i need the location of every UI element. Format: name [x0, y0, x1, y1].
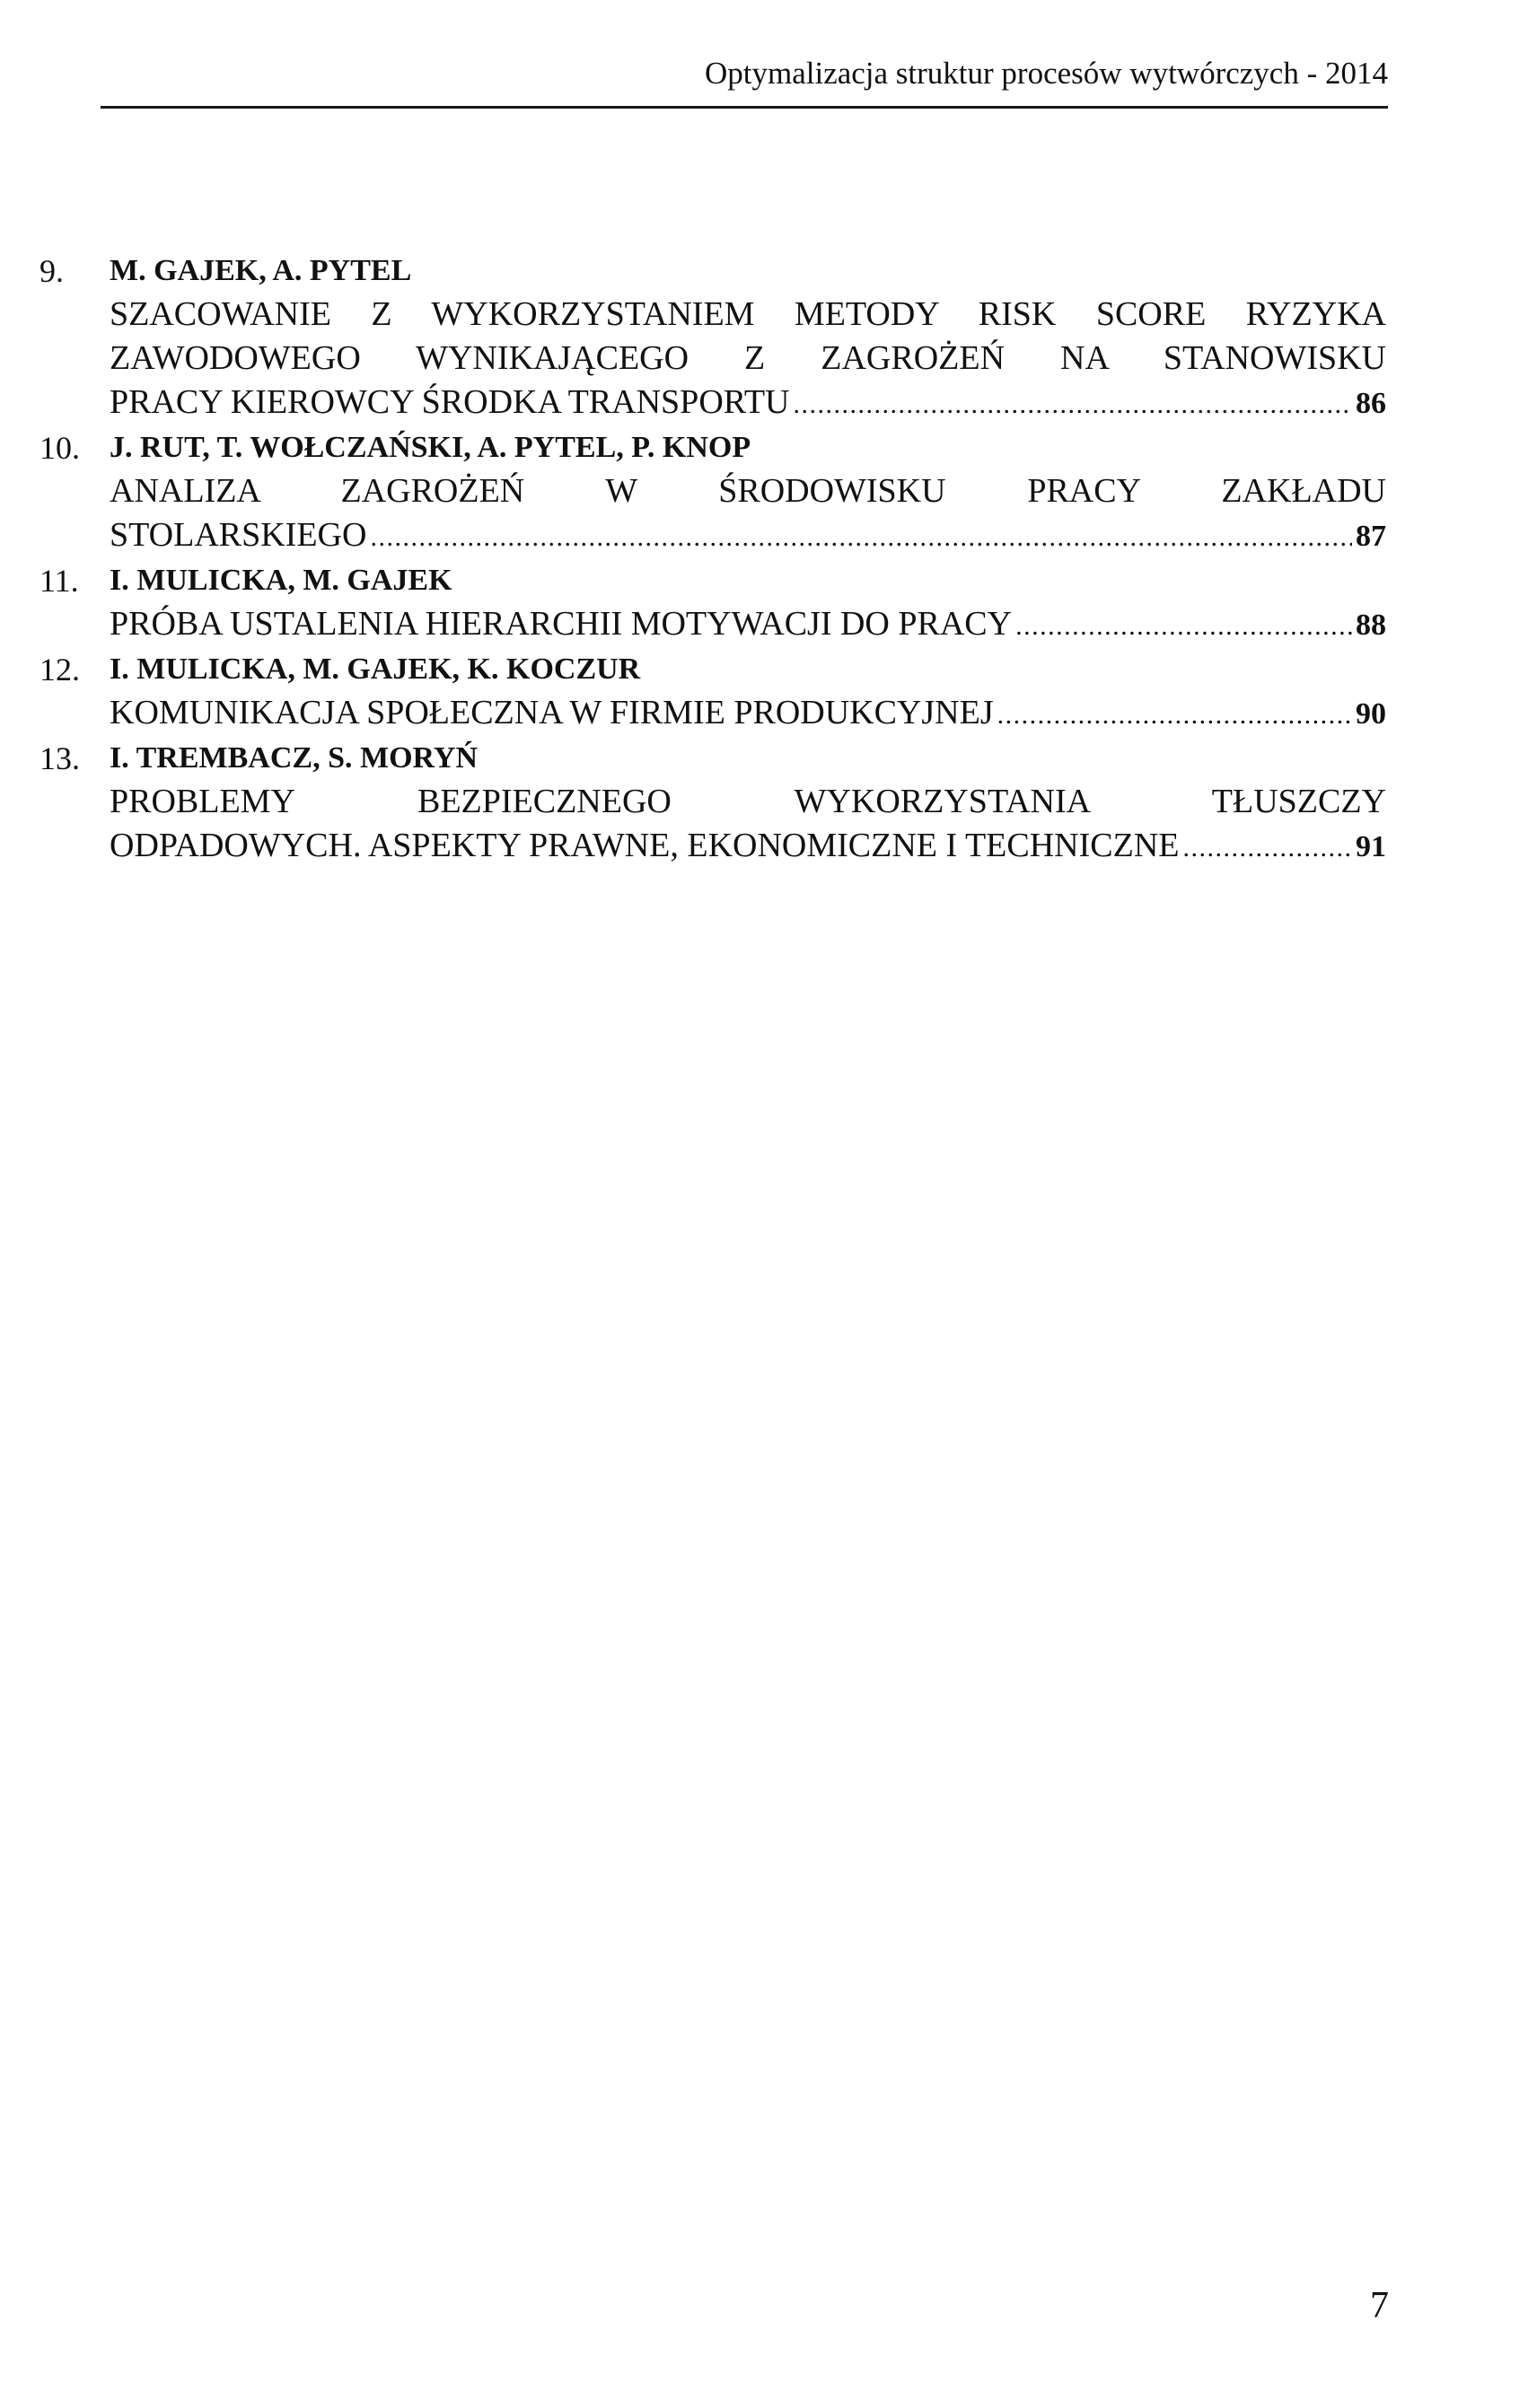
- entry-title-line: PRÓBA USTALENIA HIERARCHII MOTYWACJI DO PRACY: [110, 605, 1013, 643]
- toc-entry: [40, 648, 1386, 737]
- entry-authors: M. GAJEK, A. PYTEL: [110, 254, 412, 287]
- dot-leader: [1015, 604, 1352, 648]
- table-of-contents: [40, 250, 1386, 870]
- entry-body: [110, 559, 1386, 648]
- entry-title-line: PRACY KIEROWCY ŚRODKA TRANSPORTU: [110, 383, 790, 421]
- running-header-title: Optymalizacja struktur procesów wytwórczych - 2014: [704, 56, 1388, 91]
- dot-leader: [997, 693, 1352, 737]
- entry-title-line: ODPADOWYCH. ASPEKTY PRAWNE, EKONOMICZNE I TECHNICZNE: [110, 827, 1180, 864]
- entry-title-line: PROBLEMY BEZPIECZNEGO WYKORZYSTANIA TŁUSZCZY: [110, 783, 1386, 820]
- entry-title-last-line: [110, 824, 1386, 870]
- toc-entry: [40, 559, 1386, 648]
- entry-authors: I. MULICKA, M. GAJEK: [110, 564, 452, 597]
- header-rule: [101, 106, 1388, 109]
- entry-authors: I. MULICKA, M. GAJEK, K. KOCZUR: [110, 652, 641, 686]
- entry-page-ref: 86: [1356, 387, 1386, 420]
- entry-number: 9.: [40, 253, 64, 289]
- entry-body: [110, 426, 1386, 559]
- entry-number: 13.: [40, 740, 80, 776]
- toc-entry: [40, 737, 1386, 870]
- entry-title-last-line: [110, 381, 1386, 426]
- entry-title-line: ANALIZA ZAGROŻEŃ W ŚRODOWISKU PRACY ZAKŁADU: [110, 472, 1386, 510]
- toc-entry: [40, 250, 1386, 426]
- entry-title-last-line: [110, 513, 1386, 559]
- entry-authors: I. TREMBACZ, S. MORYŃ: [110, 741, 478, 775]
- entry-title-last-line: [110, 602, 1386, 648]
- entry-page-ref: 91: [1356, 830, 1386, 863]
- entry-page-ref: 88: [1356, 609, 1386, 642]
- entry-title-last-line: [110, 691, 1386, 737]
- entry-body: [110, 737, 1386, 870]
- entry-number: 10.: [40, 430, 80, 466]
- dot-leader: [1183, 826, 1353, 870]
- entry-number: 11.: [40, 563, 79, 599]
- entry-body: [110, 648, 1386, 737]
- entry-body: [110, 250, 1386, 426]
- dot-leader: [370, 515, 1352, 559]
- entry-title-line: KOMUNIKACJA SPOŁECZNA W FIRMIE PRODUKCYJNEJ: [110, 694, 994, 731]
- page-number: 7: [1370, 2285, 1389, 2326]
- entry-page-ref: 87: [1356, 520, 1386, 553]
- entry-authors: J. RUT, T. WOŁCZAŃSKI, A. PYTEL, P. KNOP: [110, 431, 751, 464]
- entry-page-ref: 90: [1356, 697, 1386, 731]
- entry-title-line: STOLARSKIEGO: [110, 516, 367, 554]
- dot-leader: [793, 382, 1352, 426]
- toc-entry: [40, 426, 1386, 559]
- entry-number: 12.: [40, 652, 80, 687]
- entry-title-line: SZACOWANIE Z WYKORZYSTANIEM METODY RISK SCORE RYZYKA: [110, 295, 1386, 333]
- entry-title-line: ZAWODOWEGO WYNIKAJĄCEGO Z ZAGROŻEŃ NA STANOWISKU: [110, 339, 1386, 377]
